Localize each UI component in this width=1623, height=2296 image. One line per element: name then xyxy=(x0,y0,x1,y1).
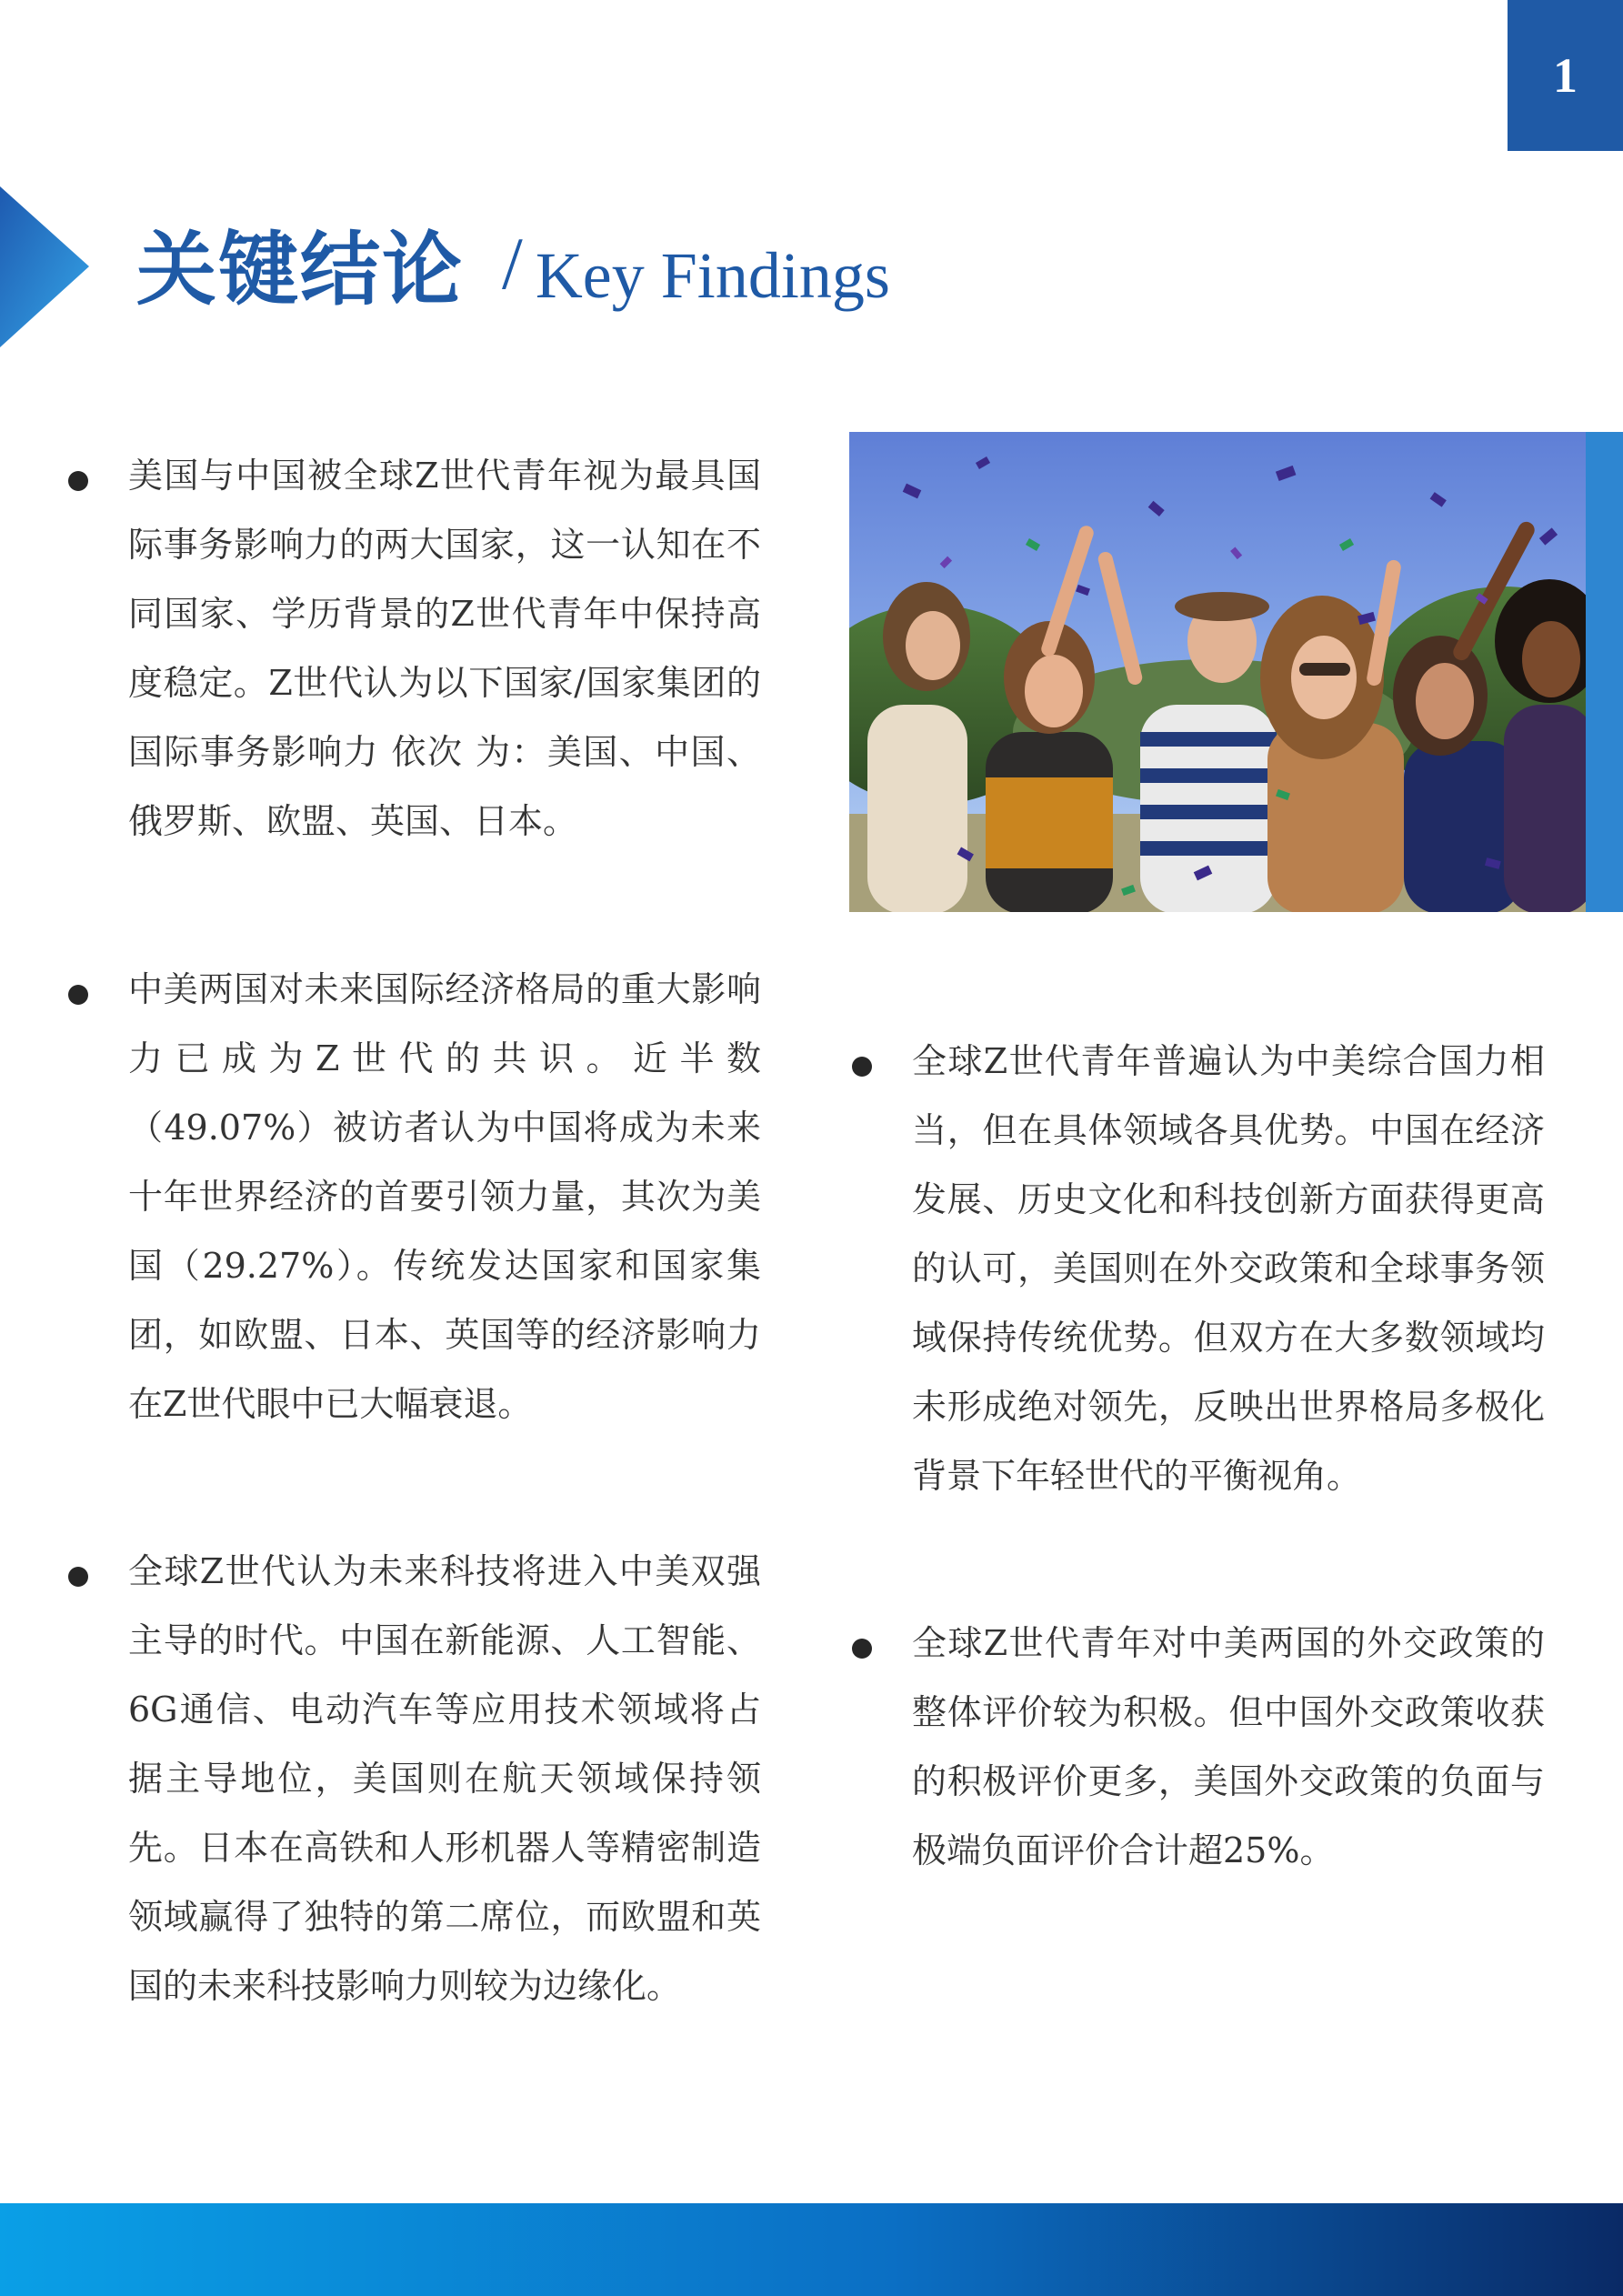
finding-text: 全球Z世代青年普遍认为中美综合国力相当，但在具体领域各具优势。中国在经济发展、历史文化和科技创新方面获得更高的认可，美国则在外交政策和全球事务领域保持传统优势。但双方在大多数领域均未形成绝对领先，反映出世界格局多极化背景下年轻世代的平衡视角。 xyxy=(912,1041,1545,1496)
page-number: 1 xyxy=(1553,48,1578,103)
finding-item xyxy=(852,1027,1561,1510)
finding-text: 美国与中国被全球Z世代青年视为最具国际事务影响力的两大国家，这一认知在不同国家、学历背景的Z世代青年中保持高度稳定。Z世代认为以下国家/国家集团的国际事务影响力 依次 为：美国、中国、俄罗斯、欧盟、英国、日本。 xyxy=(128,456,761,841)
bullet-icon xyxy=(68,1567,88,1587)
bullet-icon xyxy=(68,471,88,491)
bullet-icon xyxy=(68,985,88,1005)
photo-accent-bar xyxy=(1586,432,1623,912)
finding-item xyxy=(68,955,777,1439)
footer-gradient-bar xyxy=(0,2203,1623,2296)
finding-text: 全球Z世代认为未来科技将进入中美双强主导的时代。中国在新能源、人工智能、6G通信、电动汽车等应用技术领域将占据主导地位，美国则在航天领域保持领先。日本在高铁和人形机器人等精密制造领域赢得了独特的第二席位，而欧盟和英国的未来科技影响力则较为边缘化。 xyxy=(128,1551,761,2006)
celebration-photo xyxy=(849,432,1586,912)
title-separator: / xyxy=(502,222,523,305)
celebration-photo-illustration xyxy=(849,432,1586,912)
finding-text: 全球Z世代青年对中美两国的外交政策的整体评价较为积极。但中国外交政策收获的积极评价更多，美国外交政策的负面与极端负面评价合计超25%。 xyxy=(912,1623,1545,1870)
page-number-badge xyxy=(1508,0,1623,151)
title-chinese: 关键结论 xyxy=(136,222,465,316)
finding-item xyxy=(68,1537,777,2020)
bullet-icon xyxy=(852,1057,872,1077)
title-chevron-icon xyxy=(0,186,89,347)
title-english: Key Findings xyxy=(535,238,890,312)
bullet-icon xyxy=(852,1639,872,1659)
finding-item xyxy=(852,1609,1561,1885)
section-title xyxy=(136,205,890,323)
finding-item xyxy=(68,441,777,856)
finding-text: 中美两国对未来国际经济格局的重大影响力已成为Z世代的共识。近半数（49.07%）被访者认为中国将成为未来十年世界经济的首要引领力量，其次为美国（29.27%）。传统发达国家和国家集团，如欧盟、日本、英国等的经济影响力在Z世代眼中已大幅衰退。 xyxy=(128,969,761,1424)
